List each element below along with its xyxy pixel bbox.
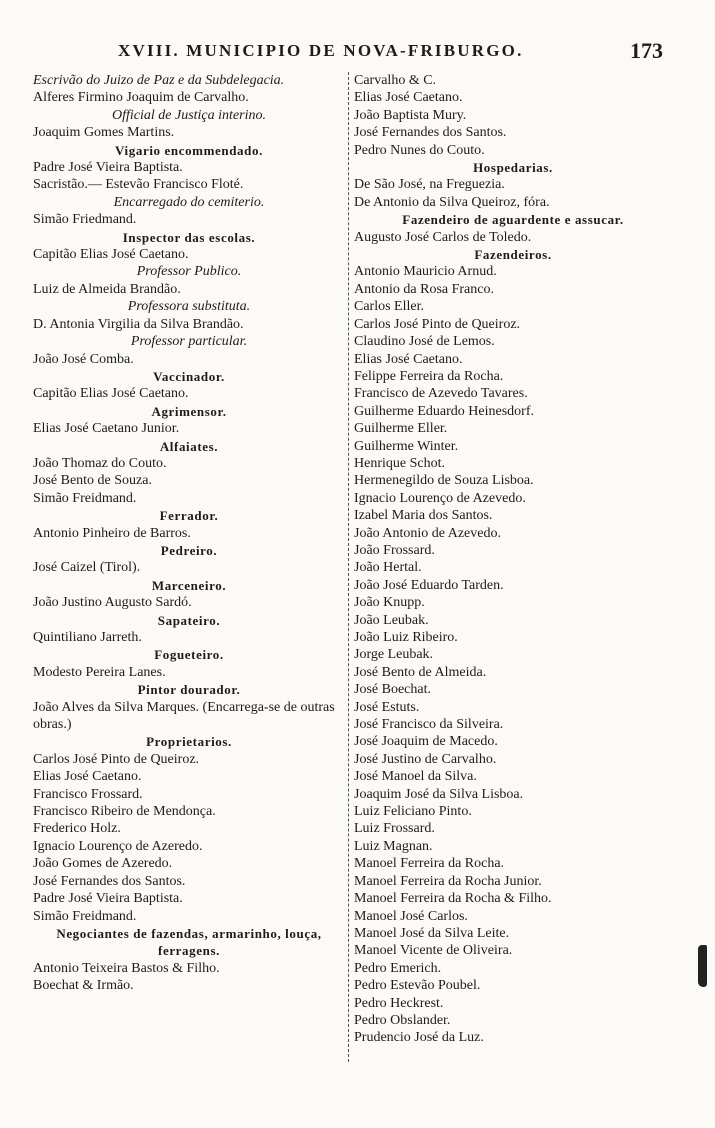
office-title: Official de Justiça interino. bbox=[112, 107, 266, 123]
list-item: De Antonio da Silva Queiroz, fóra. bbox=[354, 194, 550, 210]
list-item: José Bento de Souza. bbox=[33, 473, 152, 489]
list-item: Simão Friedmand. bbox=[33, 212, 137, 228]
list-item: João Thomaz do Couto. bbox=[33, 455, 167, 471]
section-heading: Ferrador. bbox=[159, 508, 219, 524]
column-divider bbox=[348, 72, 349, 1062]
left-column bbox=[33, 72, 345, 995]
list-item: Capitão Elias José Caetano. bbox=[33, 247, 189, 263]
section-heading: Agrimensor. bbox=[151, 403, 227, 419]
list-item: João Baptista Mury. bbox=[354, 107, 467, 123]
section-heading: Sapateiro. bbox=[157, 612, 221, 628]
list-item: Manoel José Carlos. bbox=[354, 908, 468, 924]
list-item: Boechat & Irmão. bbox=[33, 978, 134, 994]
list-item: Manoel Ferreira da Rocha Junior. bbox=[354, 873, 542, 889]
section-heading: Alfaiates. bbox=[159, 438, 219, 454]
list-item: Luiz Frossard. bbox=[354, 821, 435, 837]
list-item: Augusto José Carlos de Toledo. bbox=[354, 229, 532, 245]
list-item: Hermenegildo de Souza Lisboa. bbox=[354, 473, 534, 489]
list-item: Henrique Schot. bbox=[354, 455, 445, 471]
list-item: Antonio Teixeira Bastos & Filho. bbox=[33, 960, 220, 976]
list-item: Luiz Feliciano Pinto. bbox=[354, 804, 472, 820]
office-title: Professor particular. bbox=[130, 334, 248, 350]
list-item: Luiz de Almeida Brandão. bbox=[33, 281, 181, 297]
office-title: Professor Publico. bbox=[136, 264, 242, 280]
list-item: Claudino José de Lemos. bbox=[354, 334, 495, 350]
section-heading: Inspector das escolas. bbox=[122, 229, 256, 245]
section-heading: Fazendeiro de aguardente e assucar. bbox=[402, 212, 624, 228]
list-item: José Boechat. bbox=[354, 682, 431, 698]
list-item: Carlos José Pinto de Queiroz. bbox=[354, 316, 521, 332]
page-header bbox=[0, 38, 715, 64]
list-item: José Francisco da Silveira. bbox=[354, 717, 504, 733]
list-item: Felippe Ferreira da Rocha. bbox=[354, 368, 504, 384]
list-item: Izabel Maria dos Santos. bbox=[354, 508, 493, 524]
list-item: Simão Freidmand. bbox=[33, 908, 137, 924]
section-heading: Negociantes de fazendas, armarinho, louça, ferragens. bbox=[56, 925, 322, 959]
list-item: Ignacio Lourenço de Azeredo. bbox=[33, 838, 203, 854]
list-item: João José Eduardo Tarden. bbox=[354, 577, 504, 593]
page-number: 173 bbox=[630, 38, 663, 63]
list-item: Elias José Caetano. bbox=[354, 351, 463, 367]
list-item: João Luiz Ribeiro. bbox=[354, 630, 458, 645]
list-item: João José Comba. bbox=[33, 351, 134, 367]
list-item: D. Antonia Virgilia da Silva Brandão. bbox=[33, 316, 244, 332]
list-item: Sacristão.— Estevão Francisco Floté. bbox=[33, 177, 244, 193]
list-item: José Estuts. bbox=[354, 699, 420, 715]
list-item: João Hertal. bbox=[354, 560, 422, 576]
list-item: João Antonio de Azevedo. bbox=[354, 525, 501, 541]
list-item: Antonio Mauricio Arnud. bbox=[354, 264, 497, 280]
list-item: João Frossard. bbox=[354, 542, 435, 558]
page-title: XVIII. MUNICIPIO DE NOVA-FRIBURGO. bbox=[118, 41, 524, 60]
list-item: João Knupp. bbox=[354, 595, 425, 611]
section-heading: Pintor dourador. bbox=[137, 682, 241, 698]
list-item: Carvalho & C. bbox=[354, 73, 437, 88]
list-item: Elias José Caetano. bbox=[33, 769, 142, 785]
list-item: Pedro Obslander. bbox=[354, 1012, 451, 1028]
list-item: Joaquim José da Silva Lisboa. bbox=[354, 786, 524, 802]
list-item: Joaquim Gomes Martins. bbox=[33, 125, 175, 141]
list-item: Elias José Caetano. bbox=[354, 90, 463, 106]
list-item: Modesto Pereira Lanes. bbox=[33, 664, 166, 680]
list-item: Manoel Vicente de Oliveira. bbox=[354, 943, 513, 959]
list-item: João Alves da Silva Marques. (Encarrega-se de outras obras.) bbox=[33, 699, 335, 733]
list-item: Pedro Estevão Poubel. bbox=[354, 978, 481, 994]
office-title: Escrivão do Juizo de Paz e da Subdelegacia. bbox=[33, 73, 285, 88]
list-item: Guilherme Winter. bbox=[354, 438, 459, 454]
list-item: Ignacio Lourenço de Azevedo. bbox=[354, 490, 526, 506]
list-item: Carlos Eller. bbox=[354, 299, 424, 315]
list-item: João Justino Augusto Sardó. bbox=[33, 595, 192, 611]
list-item: Antonio Pinheiro de Barros. bbox=[33, 525, 191, 541]
section-heading: Proprietarios. bbox=[146, 734, 232, 750]
list-item: José Caizel (Tirol). bbox=[33, 560, 141, 576]
section-heading: Fogueteiro. bbox=[154, 647, 224, 663]
list-item: Padre José Vieira Baptista. bbox=[33, 160, 183, 176]
section-heading: Hospedarias. bbox=[473, 160, 553, 176]
list-item: Carlos José Pinto de Queiroz. bbox=[33, 751, 200, 767]
list-item: João Gomes de Azeredo. bbox=[33, 856, 173, 872]
list-item: Pedro Emerich. bbox=[354, 960, 442, 976]
list-item: Pedro Nunes do Couto. bbox=[354, 142, 485, 158]
list-item: José Fernandes dos Santos. bbox=[354, 125, 507, 141]
list-item: José Bento de Almeida. bbox=[354, 664, 487, 680]
list-item: José Manoel da Silva. bbox=[354, 769, 477, 785]
list-item: Guilherme Eduardo Heinesdorf. bbox=[354, 403, 534, 419]
list-item: De São José, na Freguezia. bbox=[354, 177, 505, 193]
section-heading: Vigario encommendado. bbox=[115, 142, 263, 158]
list-item: Manoel Ferreira da Rocha & Filho. bbox=[354, 891, 552, 907]
list-item: Luiz Magnan. bbox=[354, 838, 433, 854]
list-item: José Justino de Carvalho. bbox=[354, 751, 497, 767]
list-item: Francisco Ribeiro de Mendonça. bbox=[33, 804, 216, 820]
list-item: Pedro Heckrest. bbox=[354, 995, 444, 1011]
section-heading: Fazendeiros. bbox=[474, 247, 552, 263]
right-column bbox=[354, 72, 672, 1047]
list-item: Quintiliano Jarreth. bbox=[33, 630, 142, 645]
list-item: Alferes Firmino Joaquim de Carvalho. bbox=[33, 90, 249, 106]
list-item: Jorge Leubak. bbox=[354, 647, 434, 663]
list-item: Francisco de Azevedo Tavares. bbox=[354, 386, 528, 402]
list-item: Antonio da Rosa Franco. bbox=[354, 281, 494, 297]
ink-blot bbox=[698, 945, 707, 987]
list-item: José Fernandes dos Santos. bbox=[33, 873, 186, 889]
list-item: Padre José Vieira Baptista. bbox=[33, 891, 183, 907]
list-item: Francisco Frossard. bbox=[33, 786, 143, 802]
list-item: Frederico Holz. bbox=[33, 821, 121, 837]
section-heading: Marceneiro. bbox=[151, 577, 227, 593]
list-item: Prudencio José da Luz. bbox=[354, 1030, 484, 1046]
list-item: Guilherme Eller. bbox=[354, 421, 448, 437]
list-item: José Joaquim de Macedo. bbox=[354, 734, 498, 750]
list-item: Manoel Ferreira da Rocha. bbox=[354, 856, 505, 872]
office-title: Encarregado do cemiterio. bbox=[113, 194, 265, 210]
section-heading: Vaccinador. bbox=[153, 368, 225, 384]
list-item: Manoel José da Silva Leite. bbox=[354, 925, 510, 941]
list-item: João Leubak. bbox=[354, 612, 429, 628]
list-item: Elias José Caetano Junior. bbox=[33, 421, 180, 437]
list-item: Capitão Elias José Caetano. bbox=[33, 386, 189, 402]
office-title: Professora substituta. bbox=[127, 299, 251, 315]
list-item: Simão Freidmand. bbox=[33, 490, 137, 506]
section-heading: Pedreiro. bbox=[160, 542, 218, 558]
